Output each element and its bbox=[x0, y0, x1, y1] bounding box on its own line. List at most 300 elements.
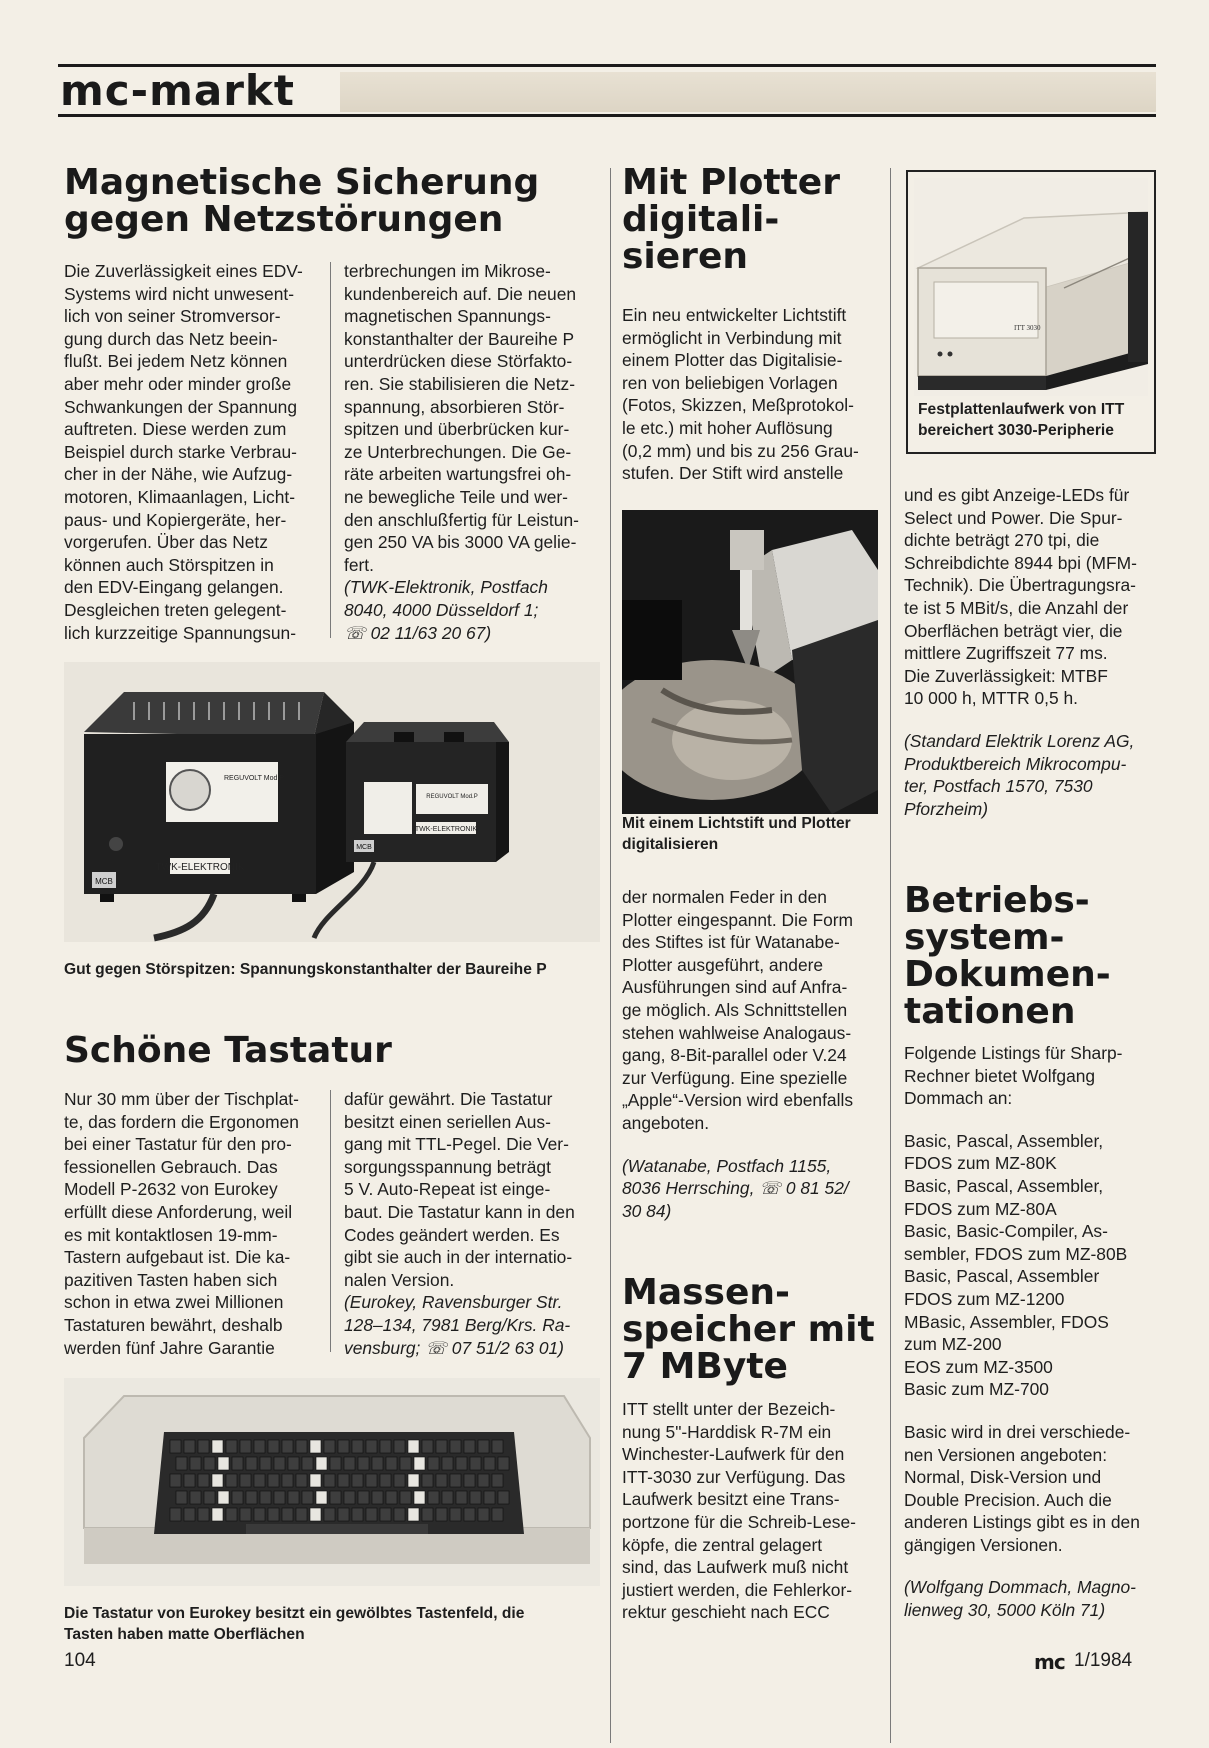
harddisk-box bbox=[906, 170, 1156, 454]
text-line: ren. Sie stabilisieren die Netz- bbox=[344, 373, 576, 394]
column-rule bbox=[330, 262, 331, 638]
contact-line: 30 84) bbox=[622, 1200, 672, 1221]
magnet-headline-line: Magnetische Sicherung bbox=[64, 162, 540, 203]
harddisk-photo bbox=[914, 178, 1148, 396]
key-cap bbox=[366, 1508, 377, 1521]
text-line: erfüllt diese Anforderung, weil bbox=[64, 1201, 293, 1222]
listing-line: FDOS zum MZ-80A bbox=[904, 1198, 1057, 1219]
plotter-caption bbox=[622, 814, 886, 855]
key-cap bbox=[470, 1457, 481, 1470]
text-line: aber mehr oder minder große bbox=[64, 373, 292, 394]
text-line: Rechner bietet Wolfgang bbox=[904, 1065, 1096, 1086]
contact-line: (Watanabe, Postfach 1155, bbox=[622, 1155, 832, 1176]
key-cap bbox=[428, 1457, 439, 1470]
text-line: ne bewegliche Teile und wer- bbox=[344, 486, 568, 507]
contact-line: (Eurokey, Ravensburger Str. bbox=[344, 1292, 563, 1313]
key-cap bbox=[330, 1457, 341, 1470]
contact-line: Produktbereich Mikrocompu- bbox=[904, 753, 1127, 774]
key-cap bbox=[400, 1457, 411, 1470]
text-line: ermöglicht in Verbindung mit bbox=[622, 327, 842, 348]
key-cap bbox=[324, 1440, 335, 1453]
key-cap bbox=[212, 1440, 223, 1453]
betriebs-headline-line: tationen bbox=[904, 991, 1076, 1032]
caption-line: Die Tastatur von Eurokey besitzt ein gewölbtes Tastenfeld, die bbox=[64, 1605, 525, 1622]
key-cap bbox=[450, 1440, 461, 1453]
text-line: dafür gewährt. Die Tastatur bbox=[344, 1089, 553, 1109]
text-line: sorgungsspannung beträgt bbox=[344, 1156, 551, 1177]
page-number: 104 bbox=[64, 1650, 96, 1671]
key-cap bbox=[386, 1491, 397, 1504]
key-cap bbox=[422, 1440, 433, 1453]
text-line: stufen. Der Stift wird anstelle bbox=[622, 463, 844, 484]
key-cap bbox=[470, 1491, 481, 1504]
text-line: Technik). Die Übertragungsra- bbox=[904, 575, 1136, 596]
betriebs-body bbox=[904, 1042, 1156, 1622]
key-cap bbox=[456, 1457, 467, 1470]
text-line: zur Verfügung. Eine spezielle bbox=[622, 1067, 848, 1088]
header-band bbox=[340, 72, 1156, 112]
text-line: fessionellen Gebrauch. Das bbox=[64, 1156, 278, 1177]
text-line: gängigen Versionen. bbox=[904, 1534, 1063, 1555]
plotter-body-top bbox=[622, 304, 880, 485]
key-cap bbox=[288, 1491, 299, 1504]
key-cap bbox=[268, 1474, 279, 1487]
text-line: und es gibt Anzeige-LEDs für bbox=[904, 485, 1130, 505]
key-cap bbox=[344, 1457, 355, 1470]
key-cap bbox=[344, 1491, 355, 1504]
stabilizer-caption: Gut gegen Störspitzen: Spannungskonstanthalter der Baureihe P bbox=[64, 961, 547, 978]
key-cap bbox=[254, 1440, 265, 1453]
key-cap bbox=[394, 1440, 405, 1453]
key-cap bbox=[282, 1440, 293, 1453]
text-line: werden fünf Jahre Garantie bbox=[64, 1337, 275, 1358]
text-line: Schreibdichte 8944 bpi (MFM- bbox=[904, 552, 1137, 573]
text-line: Select und Power. Die Spur- bbox=[904, 507, 1123, 528]
massen-headline bbox=[622, 1274, 886, 1385]
key-cap bbox=[212, 1508, 223, 1521]
listing-line: Basic, Basic-Compiler, As- bbox=[904, 1221, 1108, 1242]
contact-line: (Standard Elektrik Lorenz AG, bbox=[904, 730, 1135, 751]
key-cap bbox=[358, 1457, 369, 1470]
text-line: Ein neu entwickelter Lichtstift bbox=[622, 305, 847, 325]
key-cap bbox=[442, 1491, 453, 1504]
key-cap bbox=[282, 1508, 293, 1521]
betriebs-headline-line: Betriebs- bbox=[904, 880, 1090, 921]
key-cap bbox=[358, 1491, 369, 1504]
text-line: vorgerufen. Über das Netz bbox=[64, 532, 268, 553]
key-cap bbox=[464, 1474, 475, 1487]
plotter-headline-line: digitali- bbox=[622, 199, 780, 240]
column-rule bbox=[610, 168, 611, 1743]
key-cap bbox=[190, 1457, 201, 1470]
key-cap bbox=[478, 1474, 489, 1487]
listing-line: sembler, FDOS zum MZ-80B bbox=[904, 1243, 1128, 1264]
key-cap bbox=[184, 1474, 195, 1487]
text-line: spitzen und überbrücken kur- bbox=[344, 419, 570, 440]
magnet-column-2 bbox=[344, 260, 598, 644]
key-cap bbox=[324, 1474, 335, 1487]
massen-headline-line: Massen- bbox=[622, 1272, 790, 1313]
key-cap bbox=[338, 1440, 349, 1453]
key-cap bbox=[366, 1474, 377, 1487]
key-cap bbox=[338, 1474, 349, 1487]
text-line: den EDV-Eingang gelangen. bbox=[64, 577, 284, 598]
key-cap bbox=[254, 1508, 265, 1521]
text-line: gen 250 VA bis 3000 VA gelie- bbox=[344, 532, 577, 553]
text-line: „Apple“-Version wird ebenfalls bbox=[622, 1090, 854, 1111]
text-line: lich von seiner Stromversor- bbox=[64, 306, 281, 327]
text-line: können auch Störspitzen in bbox=[64, 554, 274, 575]
tastatur-headline-line: Schöne Tastatur bbox=[64, 1030, 392, 1071]
keyboard-caption bbox=[64, 1604, 604, 1645]
text-line: flußt. Bei jedem Netz können bbox=[64, 351, 288, 372]
key-cap bbox=[492, 1474, 503, 1487]
key-cap bbox=[176, 1457, 187, 1470]
contact-line: ☏ 02 11/63 20 67) bbox=[344, 622, 492, 643]
stabilizer-label: TWK-ELEKTRONIK bbox=[414, 826, 478, 833]
text-line: te ist 5 MBit/s, die Anzahl der bbox=[904, 597, 1129, 618]
caption-line: digitalisieren bbox=[622, 835, 719, 853]
text-line: Plotter ausgeführt, andere bbox=[622, 954, 824, 975]
text-line: nung 5"-Harddisk R-7M ein bbox=[622, 1421, 832, 1442]
listing-line: Basic zum MZ-700 bbox=[904, 1379, 1049, 1400]
text-line: te, das fordern die Ergonomen bbox=[64, 1111, 299, 1132]
text-line: ze Unterbrechungen. Die Ge- bbox=[344, 441, 572, 462]
key-cap bbox=[498, 1457, 509, 1470]
column-rule bbox=[330, 1090, 331, 1352]
key-cap bbox=[254, 1474, 265, 1487]
text-line: ITT-3030 zur Verfügung. Das bbox=[622, 1466, 846, 1487]
key-cap bbox=[240, 1508, 251, 1521]
text-line: köpfe, die zentral gelagert bbox=[622, 1534, 823, 1555]
text-line: den anschlußfertig für Leistun- bbox=[344, 509, 579, 530]
column-rule bbox=[890, 168, 891, 1743]
key-cap bbox=[246, 1457, 257, 1470]
text-line: Ausführungen sind auf Anfra- bbox=[622, 977, 848, 998]
key-cap bbox=[436, 1440, 447, 1453]
listing-line: zum MZ-200 bbox=[904, 1334, 1002, 1355]
text-line: der normalen Feder in den bbox=[622, 887, 827, 907]
plotter-headline-line: sieren bbox=[622, 236, 748, 277]
massen-headline-line: 7 MByte bbox=[622, 1346, 788, 1387]
text-line: Plotter eingespannt. Die Form bbox=[622, 909, 854, 930]
key-cap bbox=[204, 1457, 215, 1470]
key-cap bbox=[288, 1457, 299, 1470]
key-cap bbox=[218, 1457, 229, 1470]
text-line: pazitiven Tasten haben sich bbox=[64, 1269, 278, 1290]
text-line: kundenbereich auf. Die neuen bbox=[344, 283, 577, 304]
contact-line: (Wolfgang Dommach, Magno- bbox=[904, 1577, 1136, 1598]
key-cap bbox=[436, 1508, 447, 1521]
key-cap bbox=[240, 1474, 251, 1487]
text-line: gibt sie auch in der internatio- bbox=[344, 1247, 573, 1268]
text-line: Beispiel durch starke Verbrau- bbox=[64, 441, 297, 462]
text-line: Double Precision. Auch die bbox=[904, 1489, 1112, 1510]
plotter-photo bbox=[622, 510, 878, 814]
key-cap bbox=[240, 1440, 251, 1453]
text-line: gang mit TTL-Pegel. Die Ver- bbox=[344, 1134, 569, 1155]
key-cap bbox=[170, 1474, 181, 1487]
stabilizer-photo bbox=[64, 662, 600, 942]
key-cap bbox=[456, 1491, 467, 1504]
key-cap bbox=[170, 1440, 181, 1453]
key-cap bbox=[428, 1491, 439, 1504]
section-title: mc-markt bbox=[60, 66, 295, 115]
text-line: magnetischen Spannungs- bbox=[344, 306, 551, 327]
text-line: baut. Die Tastatur kann in den bbox=[344, 1201, 575, 1222]
listing-line: EOS zum MZ-3500 bbox=[904, 1356, 1053, 1377]
text-line: stehen wahlweise Analogaus- bbox=[622, 1022, 852, 1043]
text-line: Dommach an: bbox=[904, 1088, 1013, 1109]
key-cap bbox=[198, 1440, 209, 1453]
key-cap bbox=[184, 1440, 195, 1453]
text-line: Nur 30 mm über der Tischplat- bbox=[64, 1089, 299, 1109]
contact-line: Pforzheim) bbox=[904, 798, 989, 819]
text-line: Tastaturen bewährt, deshalb bbox=[64, 1314, 283, 1335]
key-cap bbox=[274, 1457, 285, 1470]
text-line: justiert werden, die Fehlerkor- bbox=[622, 1579, 853, 1600]
key-cap bbox=[198, 1474, 209, 1487]
key-cap bbox=[498, 1491, 509, 1504]
text-line: bei einer Tastatur für den pro- bbox=[64, 1134, 292, 1155]
contact-line: (TWK-Elektronik, Postfach bbox=[344, 577, 548, 598]
text-line: Laufwerk besitzt eine Trans- bbox=[622, 1489, 840, 1510]
listing-line: Basic, Pascal, Assembler bbox=[904, 1266, 1100, 1287]
text-line: Normal, Disk-Version und bbox=[904, 1467, 1102, 1488]
text-line: terbrechungen im Mikrose- bbox=[344, 261, 551, 281]
key-cap bbox=[184, 1508, 195, 1521]
caption-line: bereichert 3030-Peripherie bbox=[918, 421, 1114, 439]
text-line: schon in etwa zwei Millionen bbox=[64, 1292, 284, 1313]
text-line: besitzt einen seriellen Aus- bbox=[344, 1111, 551, 1132]
key-cap bbox=[408, 1474, 419, 1487]
text-line: angeboten. bbox=[622, 1112, 710, 1133]
listing-line: MBasic, Assembler, FDOS bbox=[904, 1311, 1109, 1332]
contact-line: 128–134, 7981 Berg/Krs. Ra- bbox=[344, 1314, 571, 1335]
key-cap bbox=[212, 1474, 223, 1487]
text-line: motoren, Klimaanlagen, Licht- bbox=[64, 486, 296, 507]
key-cap bbox=[492, 1440, 503, 1453]
key-cap bbox=[478, 1508, 489, 1521]
key-cap bbox=[400, 1491, 411, 1504]
key-cap bbox=[316, 1491, 327, 1504]
key-cap bbox=[274, 1491, 285, 1504]
tastatur-headline bbox=[64, 1032, 604, 1069]
key-cap bbox=[268, 1440, 279, 1453]
key-cap bbox=[408, 1440, 419, 1453]
contact-line: 8036 Herrsching, ☏ 0 81 52/ bbox=[622, 1178, 849, 1199]
key-cap bbox=[380, 1474, 391, 1487]
betriebs-headline bbox=[904, 882, 1156, 1030]
massen-body bbox=[622, 1398, 880, 1624]
tastatur-column-2 bbox=[344, 1088, 598, 1359]
key-cap bbox=[464, 1508, 475, 1521]
text-line: lich kurzzeitige Spannungsun- bbox=[64, 622, 297, 643]
key-cap bbox=[232, 1491, 243, 1504]
plotter-headline bbox=[622, 164, 886, 275]
key-cap bbox=[310, 1508, 321, 1521]
key-rows bbox=[170, 1440, 509, 1521]
listing-line: Basic, Pascal, Assembler, bbox=[904, 1130, 1104, 1151]
magnet-headline bbox=[64, 164, 604, 238]
key-cap bbox=[366, 1440, 377, 1453]
key-cap bbox=[232, 1457, 243, 1470]
magazine-logo: mc bbox=[1034, 1650, 1065, 1674]
key-cap bbox=[218, 1491, 229, 1504]
key-cap bbox=[316, 1457, 327, 1470]
text-line: anderen Listings gibt es in den bbox=[904, 1512, 1140, 1533]
key-cap bbox=[324, 1508, 335, 1521]
text-line: paus- und Kopiergeräte, her- bbox=[64, 509, 287, 530]
text-line: fert. bbox=[344, 554, 374, 575]
key-cap bbox=[190, 1491, 201, 1504]
key-cap bbox=[352, 1440, 363, 1453]
magnet-headline-line: gegen Netzstörungen bbox=[64, 199, 504, 240]
plotter-body-bottom bbox=[622, 886, 880, 1222]
key-cap bbox=[330, 1491, 341, 1504]
key-cap bbox=[260, 1457, 271, 1470]
key-cap bbox=[414, 1457, 425, 1470]
key-cap bbox=[414, 1491, 425, 1504]
key-cap bbox=[170, 1508, 181, 1521]
text-line: gang, 8-Bit-parallel oder V.24 bbox=[622, 1045, 847, 1066]
key-cap bbox=[226, 1440, 237, 1453]
keyboard-photo bbox=[64, 1378, 600, 1586]
key-cap bbox=[246, 1491, 257, 1504]
header-rule-bottom bbox=[58, 114, 1156, 117]
key-cap bbox=[302, 1491, 313, 1504]
key-cap bbox=[260, 1491, 271, 1504]
text-line: Winchester-Laufwerk für den bbox=[622, 1444, 845, 1465]
key-cap bbox=[338, 1508, 349, 1521]
stabilizer-label: REGUVOLT Mod.P bbox=[426, 794, 478, 800]
key-cap bbox=[296, 1440, 307, 1453]
text-line: Desgleichen treten gelegent- bbox=[64, 599, 287, 620]
text-line: ge möglich. Als Schnittstellen bbox=[622, 999, 848, 1020]
stabilizer-label: REGUVOLT Mod.P bbox=[223, 775, 285, 782]
contact-line: ter, Postfach 1570, 7530 bbox=[904, 776, 1093, 797]
contact-line: vensburg; ☏ 07 51/2 63 01) bbox=[344, 1337, 564, 1358]
caption-line: Tasten haben matte Oberflächen bbox=[64, 1625, 305, 1643]
text-line: Die Zuverlässigkeit: MTBF bbox=[904, 665, 1108, 686]
text-line: des Stiftes ist für Watanabe- bbox=[622, 932, 840, 953]
text-line: nalen Version. bbox=[344, 1269, 455, 1290]
listing-line: FDOS zum MZ-80K bbox=[904, 1153, 1057, 1174]
text-line: Basic wird in drei verschiede- bbox=[904, 1421, 1131, 1442]
key-cap bbox=[380, 1508, 391, 1521]
key-cap bbox=[226, 1474, 237, 1487]
key-cap bbox=[296, 1508, 307, 1521]
key-cap bbox=[296, 1474, 307, 1487]
text-line: Oberflächen beträgt vier, die bbox=[904, 620, 1123, 641]
stabilizer-label: TWK-ELEKTRONIK bbox=[155, 862, 245, 873]
text-line: Systems wird nicht unwesent- bbox=[64, 283, 295, 304]
text-line: 5 V. Auto-Repeat ist einge- bbox=[344, 1179, 551, 1200]
text-line: Schwankungen der Spannung bbox=[64, 396, 298, 417]
stabilizer-label: MCB bbox=[95, 877, 113, 886]
key-cap bbox=[310, 1474, 321, 1487]
harddisk-label: ITT 3030 bbox=[1014, 324, 1041, 332]
text-line: Modell P-2632 von Eurokey bbox=[64, 1179, 278, 1200]
text-line: es mit kontaktlosen 19-mm- bbox=[64, 1224, 278, 1245]
harddisk-caption bbox=[918, 400, 1148, 441]
key-cap bbox=[442, 1457, 453, 1470]
betriebs-headline-line: system- bbox=[904, 917, 1065, 958]
caption-line: Mit einem Lichtstift und Plotter bbox=[622, 815, 851, 832]
key-cap bbox=[422, 1474, 433, 1487]
key-cap bbox=[282, 1474, 293, 1487]
key-cap bbox=[408, 1508, 419, 1521]
listing-line: FDOS zum MZ-1200 bbox=[904, 1288, 1065, 1309]
text-line: Tastern aufgebaut ist. Die ka- bbox=[64, 1247, 291, 1268]
key-cap bbox=[310, 1440, 321, 1453]
text-line: ITT stellt unter der Bezeich- bbox=[622, 1399, 836, 1419]
text-line: 10 000 h, MTTR 0,5 h. bbox=[904, 688, 1078, 709]
key-cap bbox=[226, 1508, 237, 1521]
text-line: unterdrücken diese Störfakto- bbox=[344, 351, 573, 372]
contact-line: lienweg 30, 5000 Köln 71) bbox=[904, 1600, 1106, 1621]
key-cap bbox=[198, 1508, 209, 1521]
caption-line: Festplattenlaufwerk von ITT bbox=[918, 401, 1125, 418]
text-line: rektur geschieht nach ECC bbox=[622, 1602, 830, 1623]
text-line: dichte beträgt 270 tpi, die bbox=[904, 530, 1100, 551]
key-cap bbox=[352, 1508, 363, 1521]
text-line: le etc.) mit hoher Auflösung bbox=[622, 417, 833, 438]
key-cap bbox=[484, 1457, 495, 1470]
key-cap bbox=[450, 1508, 461, 1521]
issue-number: 1/1984 bbox=[1074, 1650, 1133, 1671]
text-line: gung durch das Netz beein- bbox=[64, 328, 278, 349]
text-line: sind, das Laufwerk muß nicht bbox=[622, 1557, 849, 1578]
contact-line: 8040, 4000 Düsseldorf 1; bbox=[344, 599, 539, 620]
text-line: (0,2 mm) und bis zu 256 Grau- bbox=[622, 440, 859, 461]
key-cap bbox=[352, 1474, 363, 1487]
text-line: spannung, absorbieren Stör- bbox=[344, 396, 565, 417]
listing-line: Basic, Pascal, Assembler, bbox=[904, 1175, 1104, 1196]
key-cap bbox=[484, 1491, 495, 1504]
massen-body-right bbox=[904, 484, 1156, 820]
stabilizer-label: MCB bbox=[356, 844, 372, 851]
text-line: cher in der Nähe, wie Aufzug- bbox=[64, 464, 293, 485]
key-cap bbox=[386, 1457, 397, 1470]
text-line: (Fotos, Skizzen, Meßprotokol- bbox=[622, 395, 854, 416]
magnet-column-1 bbox=[64, 260, 318, 644]
text-line: auftreten. Diese werden zum bbox=[64, 419, 287, 440]
massen-headline-line: speicher mit bbox=[622, 1309, 875, 1350]
key-cap bbox=[478, 1440, 489, 1453]
text-line: nen Versionen angeboten: bbox=[904, 1444, 1108, 1465]
key-cap bbox=[268, 1508, 279, 1521]
text-line: räte arbeiten wartungsfrei oh- bbox=[344, 464, 572, 485]
text-line: ren von beliebigen Vorlagen bbox=[622, 372, 838, 393]
key-cap bbox=[422, 1508, 433, 1521]
tastatur-column-1 bbox=[64, 1088, 318, 1359]
text-line: Codes geändert werden. Es bbox=[344, 1224, 560, 1245]
key-cap bbox=[372, 1491, 383, 1504]
key-cap bbox=[436, 1474, 447, 1487]
key-cap bbox=[450, 1474, 461, 1487]
text-line: Folgende Listings für Sharp- bbox=[904, 1043, 1123, 1063]
text-line: einem Plotter das Digitalisie- bbox=[622, 350, 843, 371]
betriebs-headline-line: Dokumen- bbox=[904, 954, 1111, 995]
key-cap bbox=[372, 1457, 383, 1470]
text-line: portzone für die Schreib-Lese- bbox=[622, 1511, 856, 1532]
plotter-headline-line: Mit Plotter bbox=[622, 162, 840, 203]
key-cap bbox=[394, 1508, 405, 1521]
key-cap bbox=[464, 1440, 475, 1453]
key-cap bbox=[176, 1491, 187, 1504]
key-cap bbox=[204, 1491, 215, 1504]
